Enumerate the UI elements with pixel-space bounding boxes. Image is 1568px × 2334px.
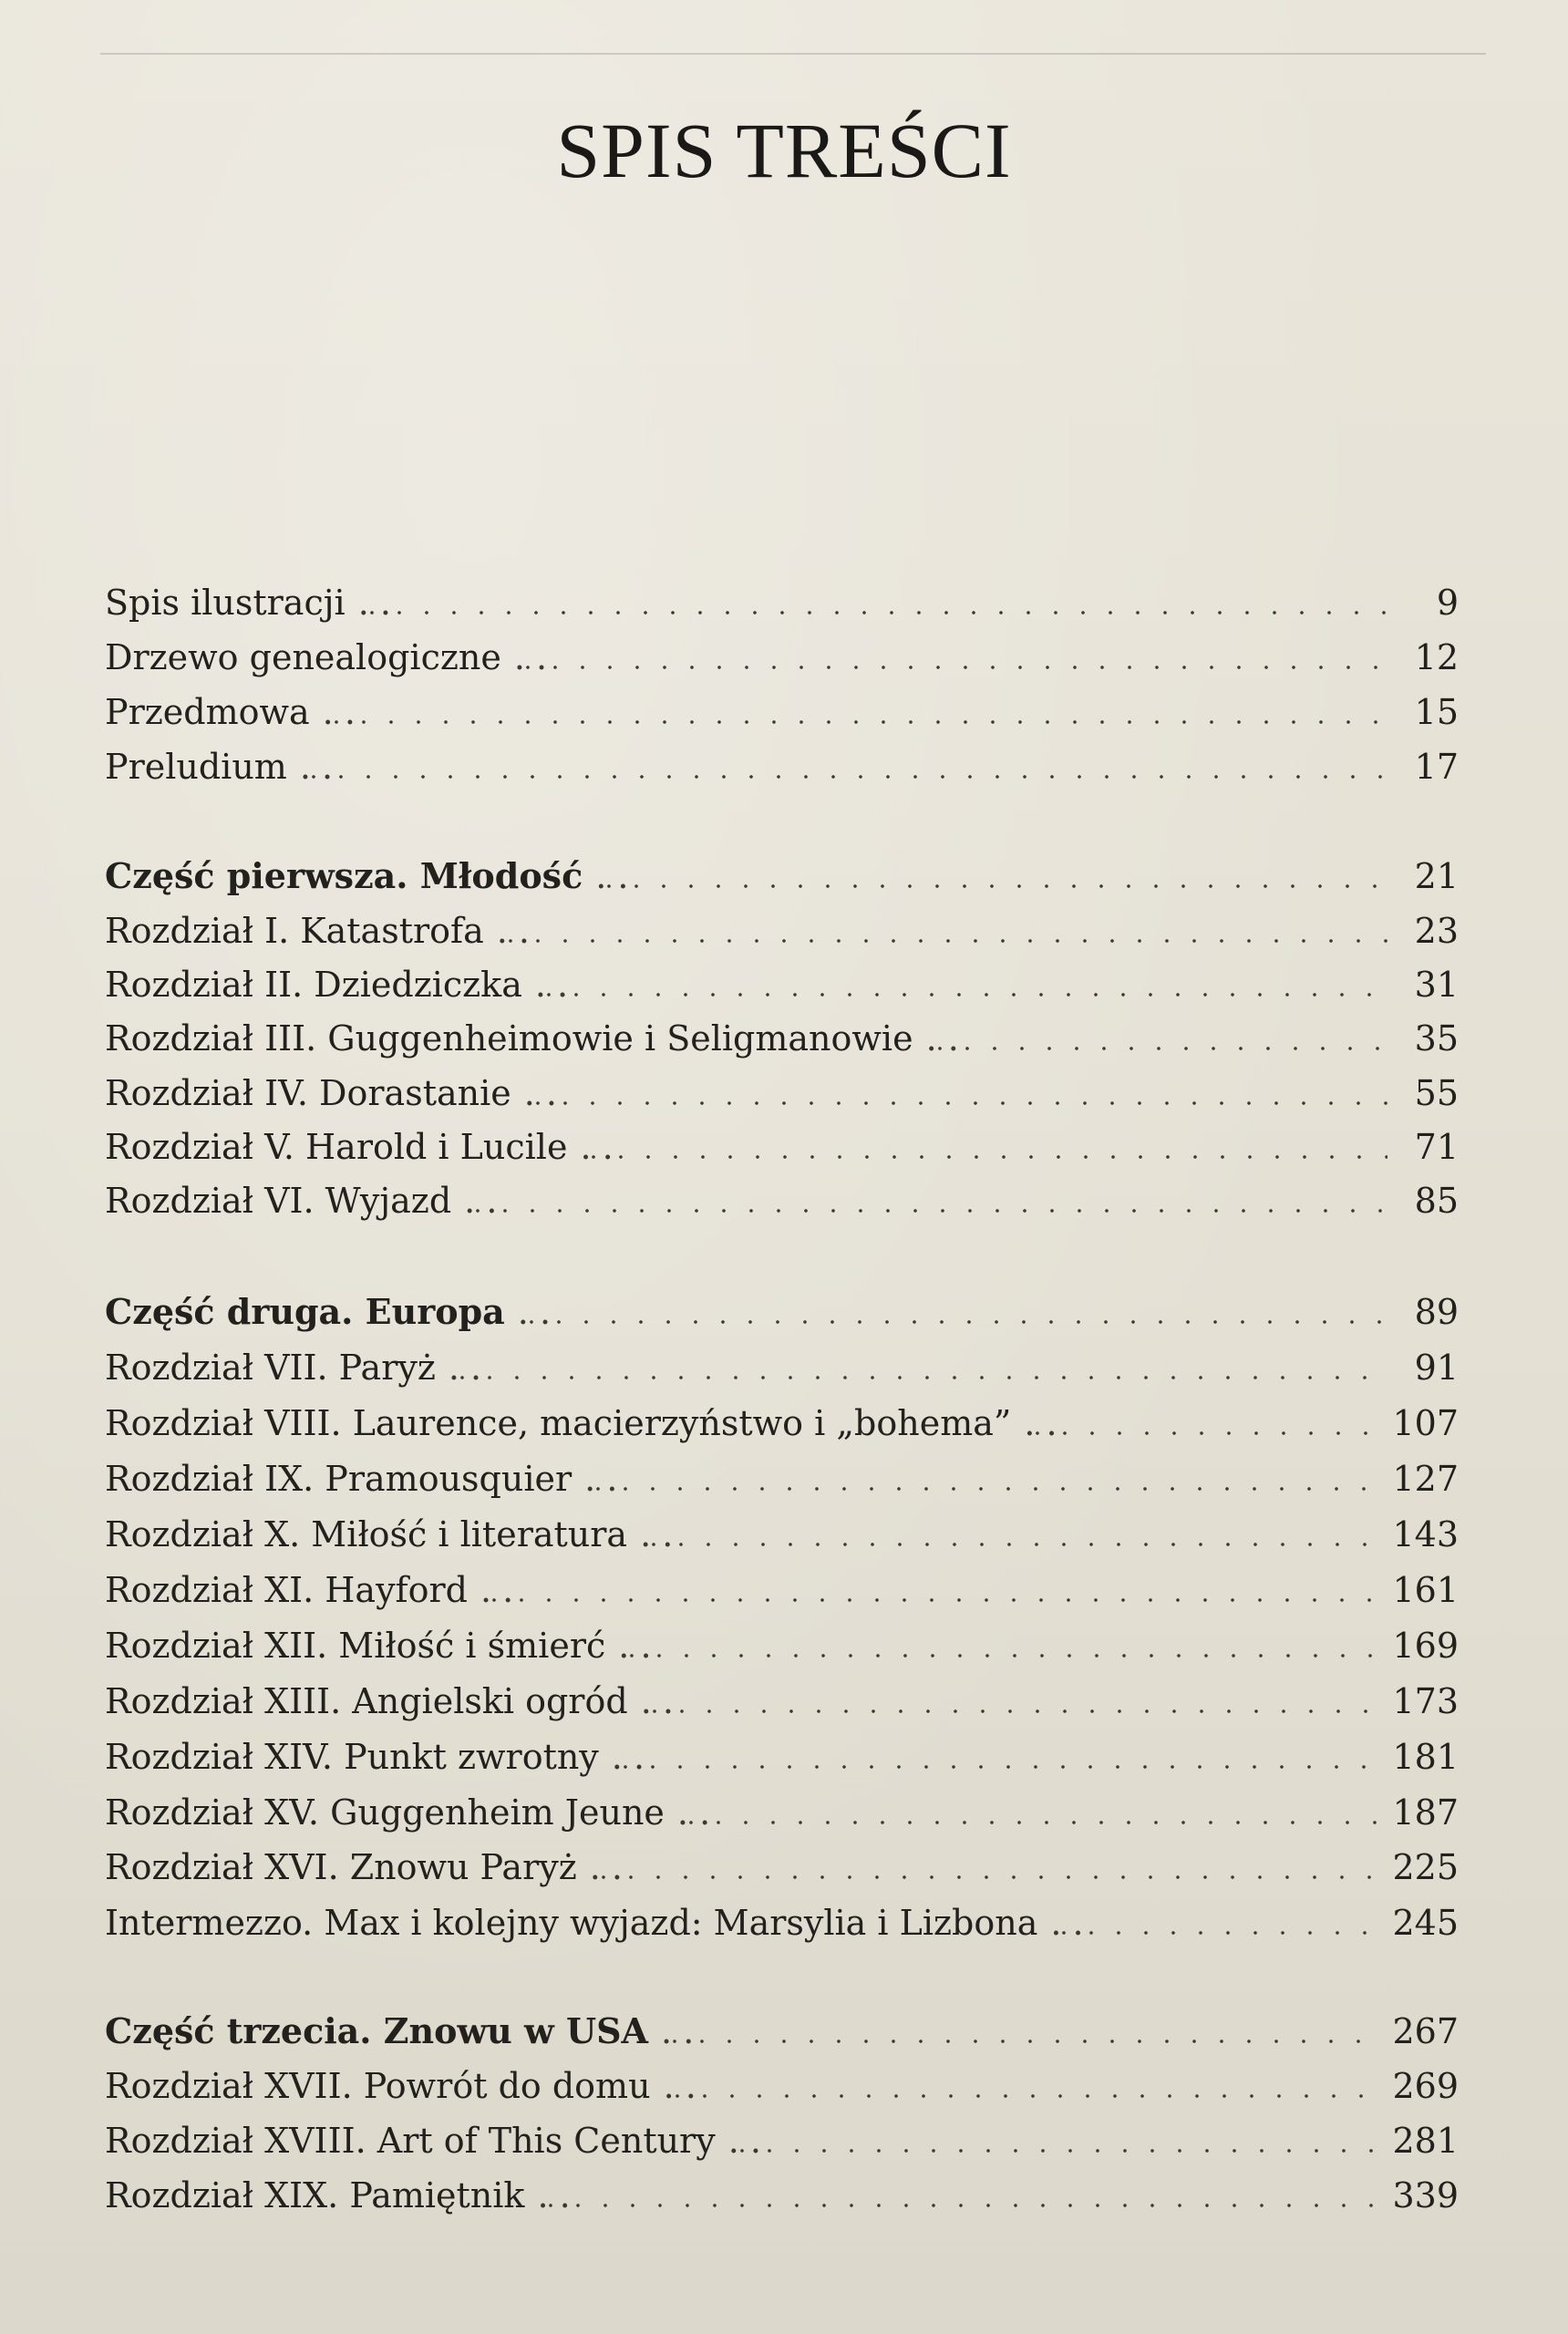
toc-entry-label: Rozdział VI. Wyjazd: [105, 1181, 452, 1221]
toc-entry: [105, 687, 1459, 738]
toc-part-label: Część druga. Europa: [105, 1291, 505, 1332]
toc-entry-label: Rozdział XVI. Znowu Paryż: [105, 1847, 577, 1887]
toc-entry-label: Spis ilustracji: [105, 583, 346, 623]
dot-leader: [323, 687, 1387, 738]
dot-leader: [580, 1121, 1387, 1172]
dot-leader: [480, 1565, 1379, 1616]
dot-leader: [926, 1013, 1387, 1064]
toc-entry: [105, 2170, 1459, 2221]
toc-entry-page: 12: [1414, 637, 1459, 677]
toc-entry-label: Rozdział V. Harold i Lucile: [105, 1127, 568, 1167]
dot-leader: [464, 1175, 1387, 1226]
dot-leader: [524, 1068, 1387, 1119]
toc-entry-page: 85: [1414, 1181, 1459, 1221]
toc-entry: [105, 1897, 1459, 1948]
toc-entry: [105, 2060, 1459, 2112]
toc-entry-page: 187: [1392, 1792, 1459, 1833]
toc-entry: [105, 1398, 1459, 1449]
toc-part-heading: [105, 851, 1459, 902]
toc-entry-page: 281: [1392, 2121, 1459, 2161]
toc-entry: [105, 1013, 1459, 1064]
toc-entry-label: Rozdział IV. Dorastanie: [105, 1073, 511, 1113]
toc-entry: [105, 1175, 1459, 1226]
toc-entry: [105, 1121, 1459, 1172]
toc-entry-page: 55: [1414, 1073, 1459, 1113]
toc-entry-page: 107: [1392, 1403, 1459, 1443]
toc-entry: [105, 1731, 1459, 1782]
dot-leader: [612, 1731, 1380, 1782]
toc-entry: [105, 2115, 1459, 2166]
toc-entry-label: Przedmowa: [105, 692, 310, 732]
toc-entry: [105, 1068, 1459, 1119]
toc-entry-label: Rozdział VIII. Laurence, macierzyństwo i „bohema”: [105, 1403, 1012, 1443]
dot-leader: [584, 1453, 1379, 1504]
dot-leader: [497, 905, 1387, 956]
toc-entry: [105, 632, 1459, 683]
dot-leader: [537, 2170, 1379, 2221]
toc-entry-page: 173: [1392, 1681, 1459, 1721]
toc-entry: [105, 1509, 1459, 1560]
toc-entry: [105, 905, 1459, 956]
dot-leader: [1050, 1897, 1379, 1948]
toc-entry-page: 17: [1414, 747, 1459, 787]
dot-leader: [661, 2006, 1379, 2057]
dot-leader: [358, 577, 1387, 628]
toc-entry-label: Rozdział X. Miłość i literatura: [105, 1514, 628, 1554]
toc-entry-label: Rozdział XII. Miłość i śmierć: [105, 1626, 606, 1666]
toc-entry-label: Rozdział XI. Hayford: [105, 1570, 468, 1610]
toc-part-page: 89: [1414, 1292, 1459, 1332]
toc-entry-label: Rozdział IX. Pramousquier: [105, 1459, 573, 1499]
dot-leader: [664, 2060, 1380, 2112]
toc-entry-page: 169: [1392, 1626, 1459, 1666]
toc-entry-label: Rozdział XIV. Punkt zwrotny: [105, 1737, 599, 1777]
dot-leader: [641, 1676, 1380, 1727]
toc-entry-page: 269: [1392, 2066, 1459, 2106]
toc-entry-label: Rozdział XIII. Angielski ogród: [105, 1681, 628, 1721]
toc-part-label: Część pierwsza. Młodość: [105, 855, 583, 896]
dot-leader: [518, 1286, 1387, 1337]
toc-entry: [105, 1453, 1459, 1504]
toc-entry: [105, 1787, 1459, 1838]
toc-entry: [105, 741, 1459, 792]
toc-part-heading: [105, 1286, 1459, 1337]
toc-part-page: 21: [1414, 856, 1459, 896]
toc-entry-label: Intermezzo. Max i kolejny wyjazd: Marsylia i Lizbona: [105, 1903, 1038, 1943]
toc-part-label: Część trzecia. Znowu w USA: [105, 2010, 649, 2051]
toc-entry-label: Rozdział XIX. Pamiętnik: [105, 2175, 525, 2215]
toc-entry-page: 161: [1392, 1570, 1459, 1610]
toc-entry-page: 35: [1414, 1018, 1459, 1059]
dot-leader: [590, 1842, 1380, 1893]
dot-leader: [640, 1509, 1379, 1560]
toc-entry-page: 71: [1414, 1127, 1459, 1167]
page-title: SPIS TREŚCI: [556, 107, 1012, 194]
dot-leader: [728, 2115, 1380, 2166]
toc-entry-page: 339: [1392, 2175, 1459, 2215]
toc-entry-page: 181: [1392, 1737, 1459, 1777]
toc-entry-page: 127: [1392, 1459, 1459, 1499]
toc-entry: [105, 959, 1459, 1010]
toc-entry-label: Rozdział II. Dziedziczka: [105, 965, 522, 1005]
toc-entry-label: Drzewo genealogiczne: [105, 637, 501, 677]
toc-entry-page: 91: [1414, 1348, 1459, 1388]
toc-entry-label: Preludium: [105, 747, 287, 787]
toc-entry-label: Rozdział III. Guggenheimowie i Seligmanowie: [105, 1018, 913, 1059]
toc-entry-page: 225: [1392, 1847, 1459, 1887]
dot-leader: [677, 1787, 1380, 1838]
toc-entry-label: Rozdział VII. Paryż: [105, 1348, 436, 1388]
dot-leader: [595, 851, 1387, 902]
toc-entry-label: Rozdział XVII. Powrót do domu: [105, 2066, 651, 2106]
toc-entry-label: Rozdział XV. Guggenheim Jeune: [105, 1792, 665, 1833]
toc-entry-page: 31: [1414, 965, 1459, 1005]
dot-leader: [514, 632, 1387, 683]
toc-part-page: 267: [1392, 2011, 1459, 2051]
toc-entry-page: 15: [1414, 692, 1459, 732]
toc-entry-label: Rozdział XVIII. Art of This Century: [105, 2121, 716, 2161]
toc-entry-page: 23: [1414, 911, 1459, 951]
toc-entry: [105, 1842, 1459, 1893]
toc-entry-page: 245: [1392, 1903, 1459, 1943]
toc-entry-page: 143: [1392, 1514, 1459, 1554]
top-rule: [100, 53, 1486, 55]
toc-entry: [105, 577, 1459, 628]
toc-entry-label: Rozdział I. Katastrofa: [105, 911, 484, 951]
toc-entry: [105, 1342, 1459, 1393]
dot-leader: [300, 741, 1387, 792]
toc-entry: [105, 1620, 1459, 1671]
dot-leader: [1024, 1398, 1379, 1449]
toc-entry: [105, 1676, 1459, 1727]
toc-entry: [105, 1565, 1459, 1616]
toc-entry-page: 9: [1436, 583, 1459, 623]
dot-leader: [618, 1620, 1379, 1671]
toc-part-heading: [105, 2006, 1459, 2057]
dot-leader: [449, 1342, 1387, 1393]
dot-leader: [535, 959, 1387, 1010]
